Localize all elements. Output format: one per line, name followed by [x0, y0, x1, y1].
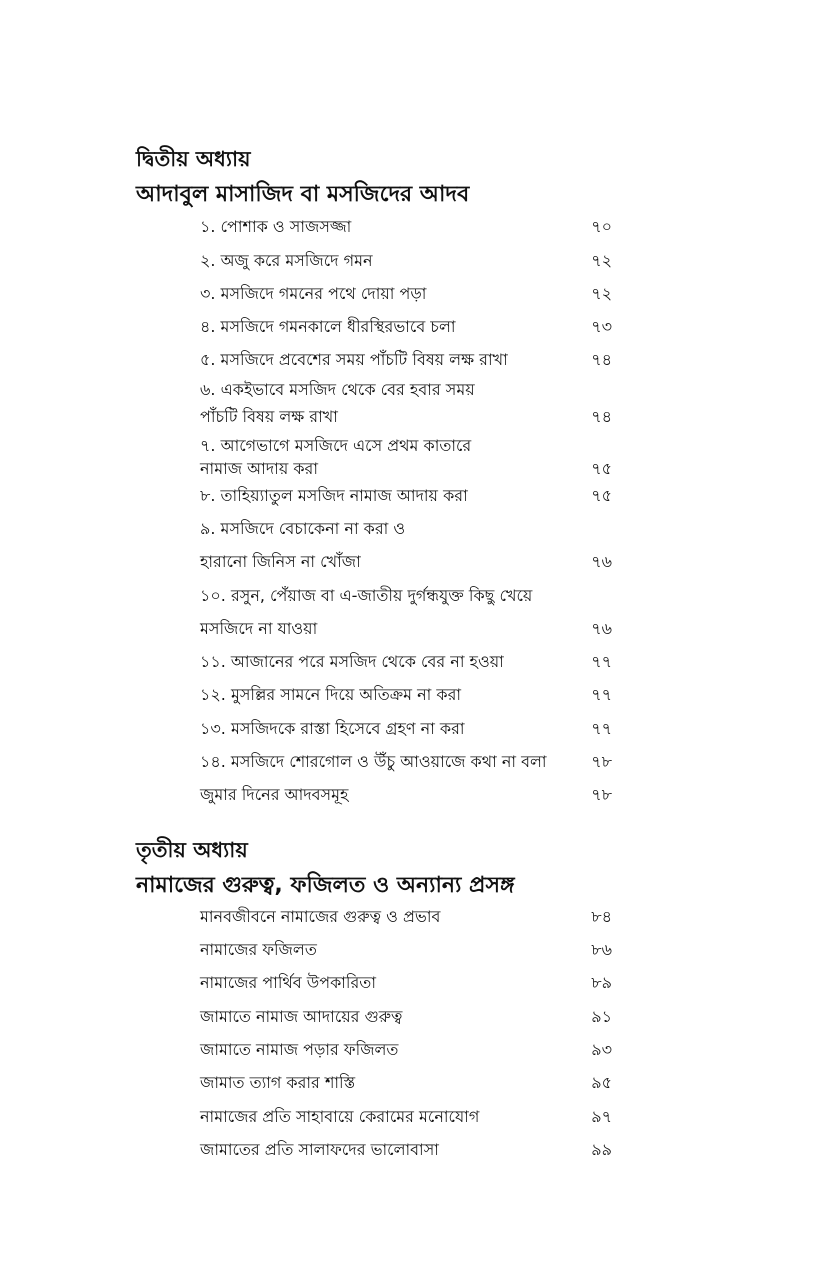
toc-entry-page: ৭৫ — [591, 486, 612, 505]
toc-entry-page: ৯১ — [591, 1007, 612, 1026]
toc-entry-page: ৯৯ — [591, 1140, 612, 1159]
toc-entry[interactable] — [200, 346, 612, 373]
toc-entry-page: ৭৩ — [591, 317, 612, 336]
toc-entry-title-cont: পাঁচটি বিষয় লক্ষ রাখা — [200, 407, 338, 426]
toc-entry[interactable] — [200, 903, 612, 930]
toc-entry-page: ৭২ — [591, 284, 612, 303]
toc-entry[interactable] — [200, 648, 612, 675]
toc-entry-title: ১৪. মসজিদে শোরগোল ও উঁচু আওয়াজে কথা না বলা — [200, 752, 547, 771]
toc-entry-page: ৭৪ — [591, 407, 612, 426]
toc-entry[interactable] — [200, 1003, 612, 1030]
toc-entry[interactable] — [200, 432, 612, 482]
toc-entry[interactable] — [200, 213, 612, 240]
toc-entry[interactable] — [200, 969, 612, 996]
toc-entry[interactable] — [200, 515, 612, 575]
toc-entry[interactable] — [200, 781, 612, 808]
toc-entry[interactable] — [200, 280, 612, 307]
toc-entry[interactable] — [200, 748, 612, 775]
toc-entry-title: ১১. আজানের পরে মসজিদ থেকে বের না হওয়া — [200, 652, 504, 671]
toc-entry[interactable] — [200, 1036, 612, 1063]
toc-entry[interactable] — [200, 936, 612, 963]
toc-entry-title: ৮. তাহিয়্যাতুল মসজিদ নামাজ আদায় করা — [200, 486, 468, 505]
chapter3-title: নামাজের গুরুত্ব, ফজিলত ও অন্যান্য প্রসঙ্গ — [136, 873, 515, 898]
toc-entry-title-cont: নামাজ আদায় করা — [200, 459, 318, 478]
chapter3-label: তৃতীয় অধ্যায় — [136, 838, 248, 862]
toc-entry-title: ১. পোশাক ও সাজসজ্জা — [200, 217, 352, 236]
toc-entry-title: ২. অজু করে মসজিদে গমন — [200, 251, 373, 270]
toc-entry-title: নামাজের ফজিলত — [200, 940, 317, 959]
toc-entry[interactable] — [200, 1069, 612, 1096]
toc-entry-title: ৭. আগেভাগে মসজিদে এসে প্রথম কাতারে — [200, 436, 472, 455]
toc-entry-title: ১২. মুসল্লির সামনে দিয়ে অতিক্রম না করা — [200, 685, 462, 704]
toc-entry-page: ৯৫ — [591, 1073, 612, 1092]
toc-entry-title-cont: হারানো জিনিস না খোঁজা — [200, 552, 361, 571]
toc-entry-page: ৭৮ — [591, 785, 612, 804]
toc-entry-title: ৬. একইভাবে মসজিদ থেকে বের হবার সময় — [200, 380, 475, 399]
toc-entry-title: নামাজের প্রতি সাহাবায়ে কেরামের মনোযোগ — [200, 1107, 480, 1126]
toc-entry[interactable] — [200, 1136, 612, 1163]
toc-entry-page: ৭৭ — [591, 719, 612, 738]
toc-entry-page: ৭৬ — [591, 619, 612, 638]
toc-entry-title: জুমার দিনের আদবসমূহ — [200, 785, 349, 804]
toc-entry[interactable] — [200, 1103, 612, 1130]
toc-entry-page: ৭৮ — [591, 752, 612, 771]
toc-entry[interactable] — [200, 482, 612, 509]
toc-entry-title: জামাতে নামাজ আদায়ের গুরুত্ব — [200, 1007, 403, 1026]
chapter2-title: আদাবুল মাসাজিদ বা মসজিদের আদব — [136, 182, 470, 207]
toc-entry[interactable] — [200, 715, 612, 742]
toc-entry-page: ৭৭ — [591, 652, 612, 671]
toc-entry-title: ৯. মসজিদে বেচাকেনা না করা ও — [200, 519, 406, 538]
toc-entry-page: ৭৪ — [591, 350, 612, 369]
toc-entry-page: ৭৬ — [591, 552, 612, 571]
toc-entry-title: মানবজীবনে নামাজের গুরুত্ব ও প্রভাব — [200, 907, 441, 926]
toc-entry-title: ৫. মসজিদে প্রবেশের সময় পাঁচটি বিষয় লক্ষ রাখা — [200, 350, 508, 369]
toc-entry-title: জামাতের প্রতি সালাফদের ভালোবাসা — [200, 1140, 439, 1159]
toc-entry[interactable] — [200, 582, 612, 642]
chapter2-label: দ্বিতীয় অধ্যায় — [136, 147, 251, 171]
toc-entry-title: জামাতে নামাজ পড়ার ফজিলত — [200, 1040, 399, 1059]
toc-entry[interactable] — [200, 247, 612, 274]
toc-entry-page: ৭২ — [591, 251, 612, 270]
toc-entry[interactable] — [200, 376, 612, 430]
toc-entry-title-cont: মসজিদে না যাওয়া — [200, 619, 318, 638]
toc-entry-page: ৭৫ — [591, 459, 612, 478]
toc-entry-page: ৭৭ — [591, 685, 612, 704]
toc-entry-page: ৭০ — [591, 217, 612, 236]
toc-entry[interactable] — [200, 313, 612, 340]
toc-entry-page: ৮৯ — [591, 973, 612, 992]
toc-entry-page: ৯৭ — [591, 1107, 612, 1126]
toc-entry-title: নামাজের পার্থিব উপকারিতা — [200, 973, 376, 992]
toc-entry-title: ৩. মসজিদে গমনের পথে দোয়া পড়া — [200, 284, 427, 303]
toc-entry-title: জামাত ত্যাগ করার শাস্তি — [200, 1073, 356, 1092]
toc-entry[interactable] — [200, 681, 612, 708]
toc-entry-title: ১৩. মসজিদকে রাস্তা হিসেবে গ্রহণ না করা — [200, 719, 465, 738]
toc-entry-page: ৮৬ — [591, 940, 612, 959]
toc-entry-title: ৪. মসজিদে গমনকালে ধীরস্থিরভাবে চলা — [200, 317, 456, 336]
toc-entry-page: ৯৩ — [591, 1040, 612, 1059]
toc-entry-title: ১০. রসুন, পেঁয়াজ বা এ-জাতীয় দুর্গন্ধযুক্ত কিছু খেয়ে — [200, 586, 533, 605]
toc-entry-page: ৮৪ — [591, 907, 612, 926]
